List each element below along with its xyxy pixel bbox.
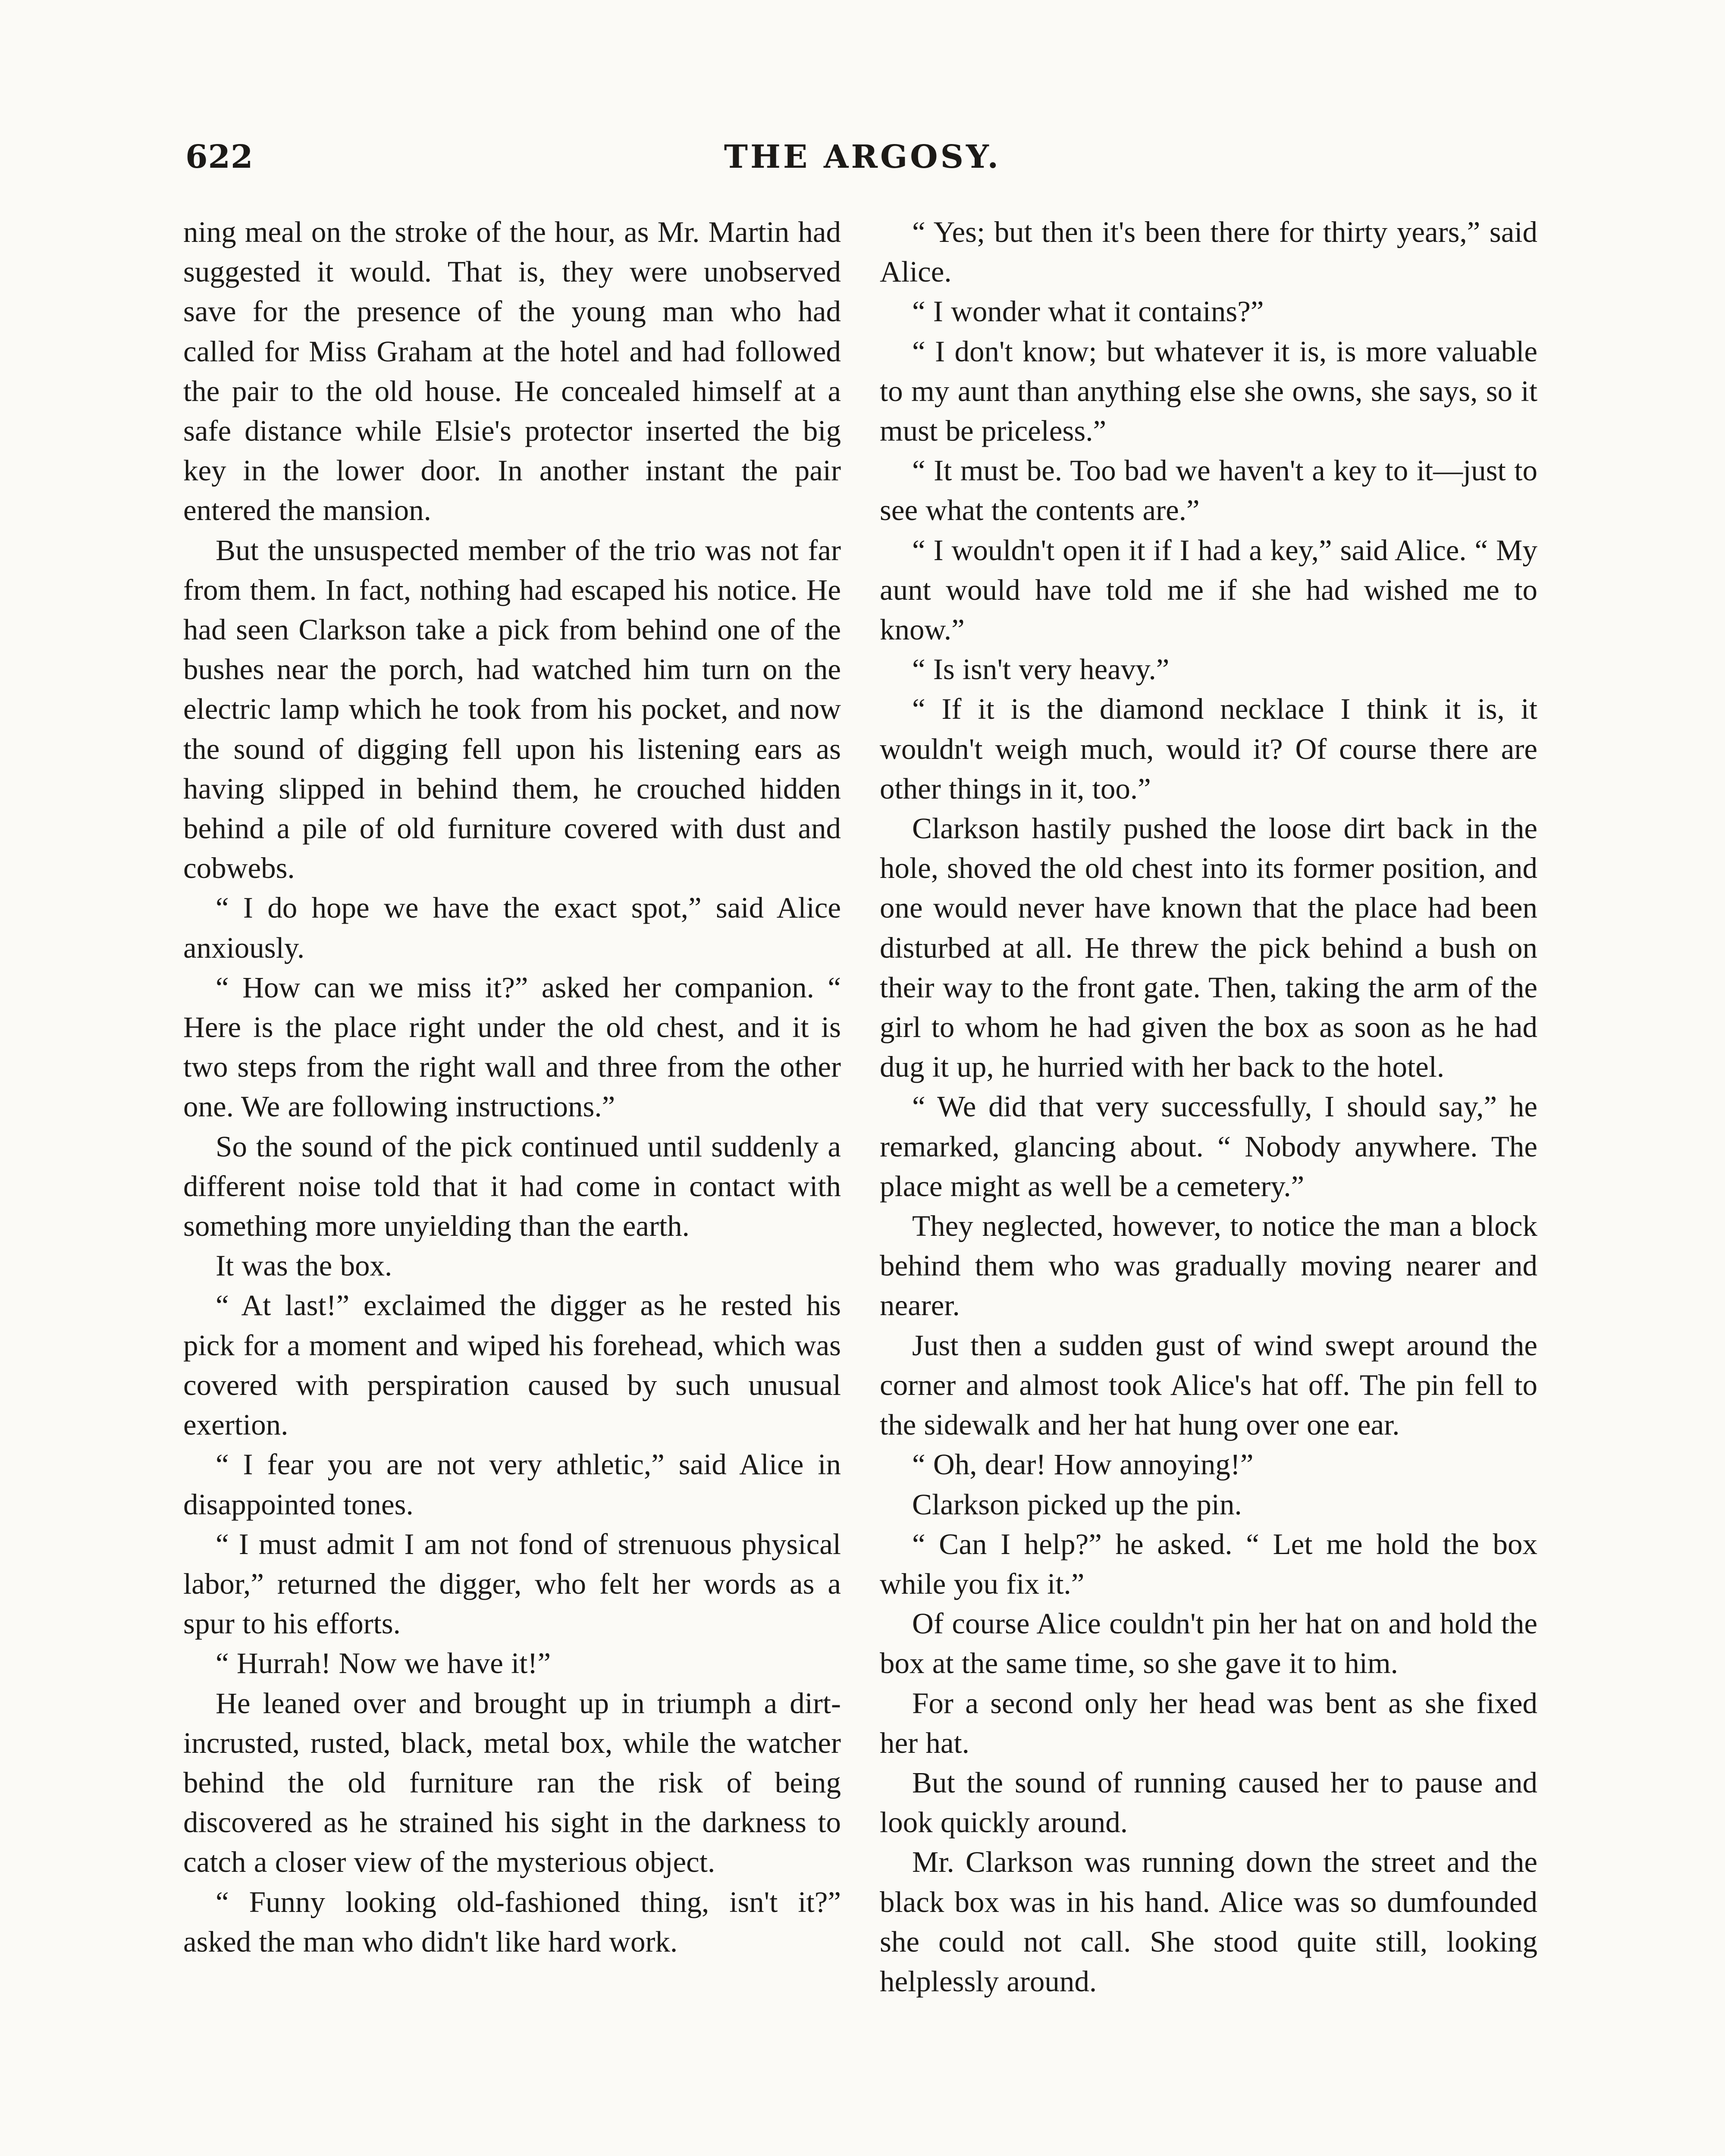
article-paragraph: “ I must admit I am not fond of strenuous physical labor,” returned the digger, who felt her words as a spur to his efforts. [183,1527,841,1640]
article-paragraph: “ We did that very successfully, I should say,” he remarked, glancing about. “ Nobody anywhere. The place might as well be a cemetery.” [880,1090,1537,1203]
article-paragraph: Just then a sudden gust of wind swept around the corner and almost took Alice's hat off. The pin fell to the sidewalk and her hat hung over one ear. [880,1329,1537,1442]
article-paragraph: Of course Alice couldn't pin her hat on and hold the box at the same time, so she gave it to him. [880,1607,1537,1680]
article-paragraph: “ Is isn't very heavy.” [912,653,1170,686]
article-paragraph: “ Hurrah! Now we have it!” [216,1647,551,1680]
article-paragraph: “ Can I help?” he asked. “ Let me hold the box while you fix it.” [880,1527,1537,1600]
article-paragraph: It was the box. [216,1249,392,1282]
article-paragraph: He leaned over and brought up in triumph a dirt-incrusted, rusted, black, metal box, while the watcher behind the old furniture ran the risk of being discovered as he strained his sight in the darkness to catch a closer view of the mysterious object. [183,1686,841,1879]
page-number: 622 [185,138,254,175]
article-paragraph: “ I do hope we have the exact spot,” said Alice anxiously. [183,891,841,964]
page-header [185,135,1540,179]
article-paragraph: “ Funny looking old-fashioned thing, isn't it?” asked the man who didn't like hard work. [183,1885,841,1958]
article-paragraph: “ Yes; but then it's been there for thirty years,” said Alice. [880,216,1537,288]
article-paragraph: “ I wouldn't open it if I had a key,” said Alice. “ My aunt would have told me if she had wished me to know.” [880,533,1537,646]
article-paragraph: “ How can we miss it?” asked her companion. “ Here is the place right under the old chest, and it is two steps from the right wall and three from the other one. We are following instructions.” [183,971,841,1123]
article-paragraph: “ I fear you are not very athletic,” said Alice in disappointed tones. [183,1448,841,1521]
article-paragraph: So the sound of the pick continued until suddenly a different noise told that it had come in contact with something more unyielding than the earth. [183,1130,841,1243]
article-paragraph: But the sound of running caused her to pause and look quickly around. [880,1766,1537,1839]
article-paragraph: They neglected, however, to notice the man a block behind them who was gradually moving nearer and nearer. [880,1210,1537,1322]
article-paragraph: “ Oh, dear! How annoying!” [912,1448,1254,1481]
article-paragraph: “ I don't know; but whatever it is, is more valuable to my aunt than anything else she owns, she says, so it must be priceless.” [880,335,1537,448]
article-paragraph: ning meal on the stroke of the hour, as Mr. Martin had suggested it would. That is, they were unobserved save for the presence of the young man who had called for Miss Graham at the hotel and had followed the pair to the old house. He concealed himself at a safe distance while Elsie's protector inserted the big key in the lower door. In another instant the pair entered the mansion. [183,216,841,527]
article-paragraph: “ If it is the diamond necklace I think it is, it wouldn't weigh much, would it? Of course there are other things in it, too.” [880,693,1537,805]
article-paragraph: “ I wonder what it contains?” [912,295,1264,328]
article-paragraph: Clarkson hastily pushed the loose dirt back in the hole, shoved the old chest into its former position, and one would never have known that the place had been disturbed at all. He threw the pick behind a bush on their way to the front gate. Then, taking the arm of the girl to whom he had given the box as soon as he had dug it up, he hurried with her back to the hotel. [880,812,1537,1084]
right-text-column [880,212,1537,2001]
article-paragraph: For a second only her head was bent as she fixed her hat. [880,1686,1537,1759]
magazine-title: THE ARGOSY. [724,138,1001,175]
article-paragraph: Clarkson picked up the pin. [912,1488,1242,1521]
article-paragraph: “ It must be. Too bad we haven't a key to it—just to see what the contents are.” [880,454,1537,527]
article-paragraph: “ At last!” exclaimed the digger as he rested his pick for a moment and wiped his forehead, which was covered with perspiration caused by such unusual exertion. [183,1289,841,1442]
article-paragraph: But the unsuspected member of the trio was not far from them. In fact, nothing had escaped his notice. He had seen Clarkson take a pick from behind one of the bushes near the porch, had watched him turn on the electric lamp which he took from his pocket, and now the sound of digging fell upon his listening ears as having slipped in behind them, he crouched hidden behind a pile of old furniture covered with dust and cobwebs. [183,533,841,885]
left-text-column [183,212,841,1962]
article-paragraph: Mr. Clarkson was running down the street and the black box was in his hand. Alice was so dumfounded she could not call. She stood quite still, looking helplessly around. [880,1846,1537,1998]
